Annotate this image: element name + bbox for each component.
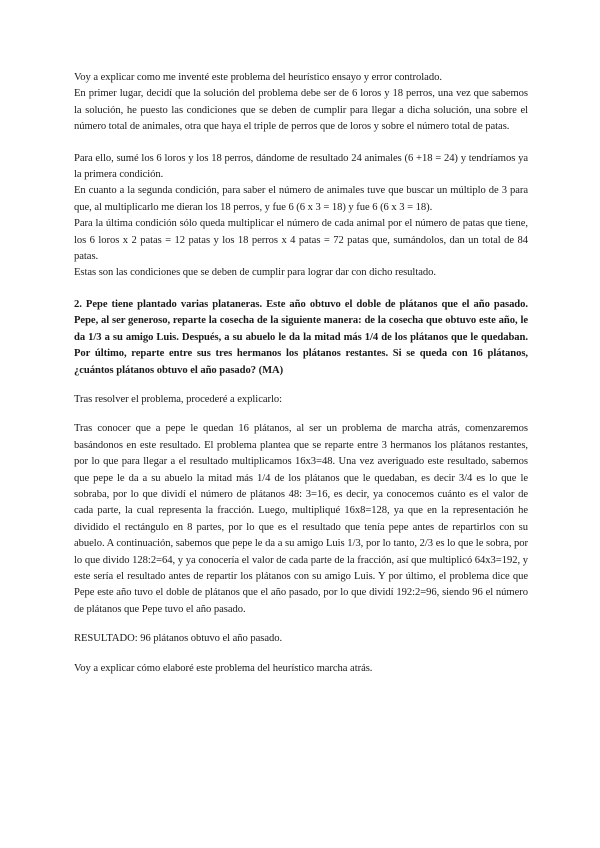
paragraph-solution-conditions: En primer lugar, decidí que la solución del problema debe ser de 6 loros y 18 perros, una vez que sabemos la solución, he puesto las condiciones que se deben de cumplir para llegar a dicha solución, una sobre el número total de animales, otra que haya el triple de perros que de loros y sobre el número total de patas. [74,88,528,133]
paragraph-gap [74,136,528,151]
paragraph-intro-explanation: Tras resolver el problema, procederé a explicarlo: [74,393,283,405]
paragraph-gap [74,408,528,421]
paragraph-first-condition: Para ello, sumé los 6 loros y los 18 perros, dándome de resultado 24 animales (6 +18 = 24) y tendríamos ya la primera condición. [74,152,528,181]
paragraph-gap [74,618,528,631]
paragraph-result: RESULTADO: 96 plátanos obtuvo el año pasado. [74,633,283,645]
paragraph-gap [74,379,528,392]
problem-2-statement: 2. Pepe tiene plantado varias plataneras. Este año obtuvo el doble de plátanos que el año pasado. Pepe, al ser generoso, reparte la cosecha de la siguiente manera: de la cosecha que obtuvo este año, le da 1/3 a su amigo Luis. Después, a su abuelo le da la mitad más 1/4 de los plátanos que le quedaban. Por último, reparte entre sus tres hermanos los plátanos restantes. Si se queda con 16 plátanos, ¿cuántos plátanos obtuvo el año pasado? (MA) [74,298,528,376]
paragraph-third-condition: Para la última condición sólo queda multiplicar el número de cada animal por el número de patas que tiene, los 6 loros x 2 patas = 12 patas y los 18 perros x 4 patas = 72 patas que, sumándolos, dan un total de 84 patas. [74,218,528,263]
paragraph-explanation: Tras conocer que a pepe le quedan 16 plátanos, al ser un problema de marcha atrás, comenzaremos basándonos en este resultado. El problema plantea que se reparte entre 3 hermanos los plátanos restantes, por lo que para llegar a el resultado multiplicamos 16x3=48. Una vez averiguado este resultado, sabemos que pepe le da a su abuelo la mitad más 1/4 de los plátanos que le quedaban, es decir 3/4 es lo que le sobraba, por lo que dividí el número de plátanos 48: 3=16, es decir, ya conocemos cuánto es el valor de cada parte, la cual representa la fracción. Luego, multipliqué 16x8=128, ya que en la representación he dividido el rectángulo en 8 partes, por lo que es el resultado que tenía pepe antes de repartirlos con su abuelo. A continuación, sabemos que pepe le da a su amigo Luis 1/3, por lo tanto, 2/3 es lo que le sobra, por lo que divido 128:2=64, y ya conocería el valor de cada parte de la fracción, así que multiplicó 64x3=192, y este sería el resultado antes de repartir los plátanos con su amigo Luis. Y por último, el problema dice que Pepe este año tuvo el doble de plátanos que el año pasado, por lo que dividí 192:2=96, siendo 96 el número de plátanos que Pepe tuvo el año pasado. [74,423,528,615]
paragraph-gap [74,648,528,661]
document-body [74,70,528,677]
paragraph-intro-heuristic: Voy a explicar como me inventé este problema del heurístico ensayo y error controlado. [74,72,442,83]
paragraph-conditions-summary: Estas son las condiciones que se deben de cumplir para lograr dar con dicho resultado. [74,267,436,279]
paragraph-second-condition: En cuanto a la segunda condición, para saber el número de animales tuve que buscar un múltiplo de 3 para que, al multiplicarlo me dieran los 18 perros, y fue 6 (6 x 3 = 18) y fue 6 (6 x 3 = 18). [74,185,528,213]
paragraph-gap [74,282,528,297]
paragraph-closing: Voy a explicar cómo elaboré este problema del heurístico marcha atrás. [74,662,373,674]
